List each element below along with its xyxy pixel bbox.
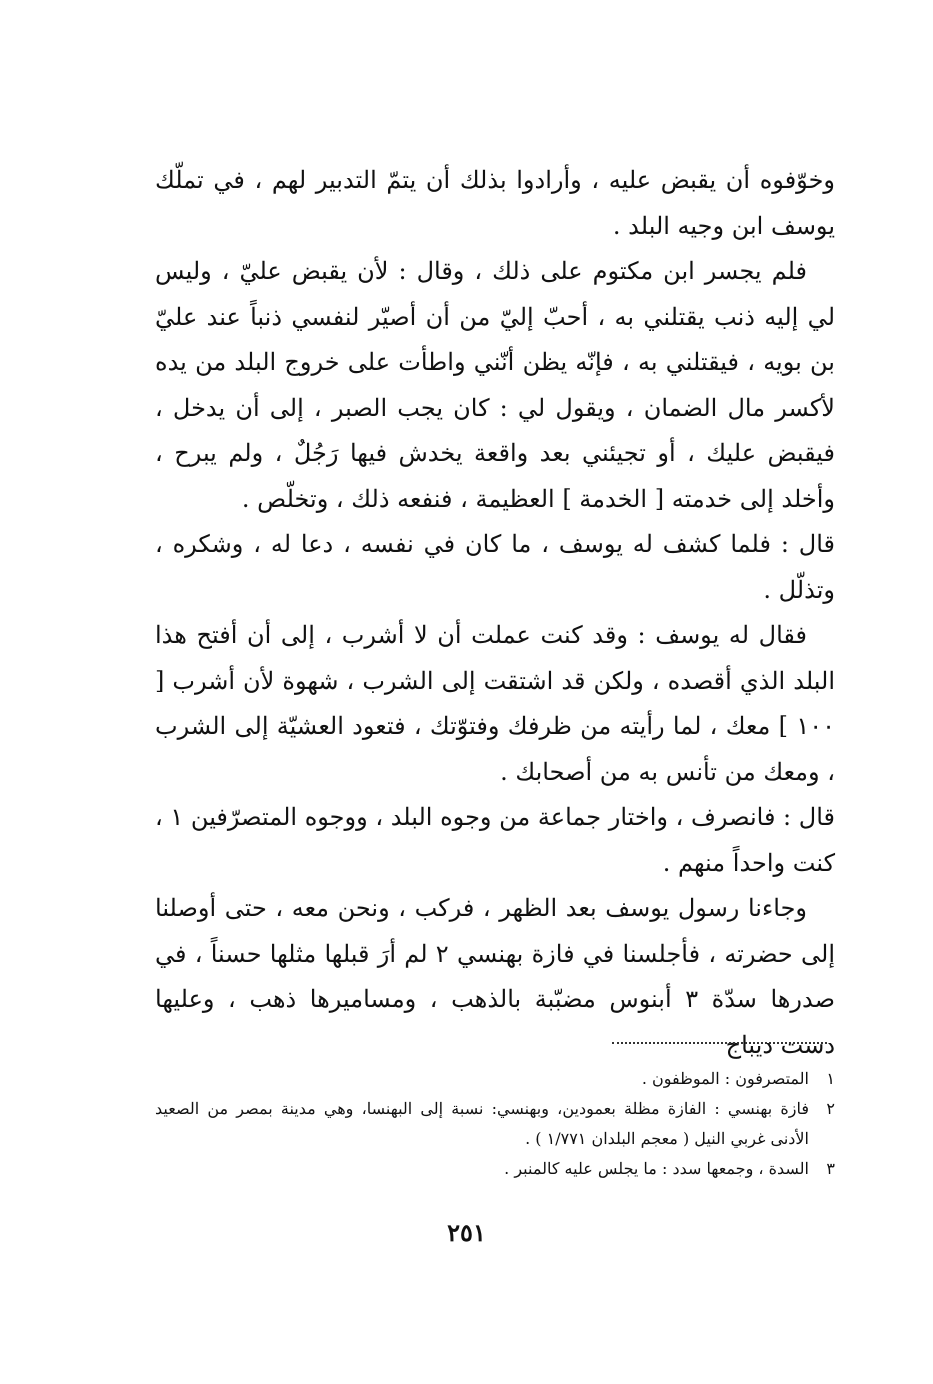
footnote-number: ٣ [826, 1159, 835, 1178]
footnote-number: ٢ [826, 1099, 835, 1118]
footnote-text: المتصرفون : الموظفون . [641, 1069, 809, 1088]
paragraph-2: فلم يجسر ابن مكتوم على ذلك ، وقال : لأن يقبض عليّ ، وليس لي إليه ذنب يقتلني به ، أحبّ إليّ من أن أصيّر لنفسي ذنباً عند عليّ بن بويه ، فيقتلني به ، فإنّه يظن أنّني واطأت على خروج البلد من يده لأكسر مال الضمان ، ويقول لي : كان يجب الصبر ، إلى أن يدخل ، فيقبض عليك ، أو تجيئني بعد واقعة يخدش فيها رَجُلٌ ، ولم يبرح ، وأخلد إلى خدمته [ الخدمة ] العظيمة ، فنفعه ذلك ، وتخلّص . [155, 257, 835, 513]
footnote-1 [155, 1064, 835, 1094]
footnotes [155, 1064, 835, 1184]
footnote-2 [155, 1094, 835, 1154]
footnote-text: السدة ، وجمعها سدد : ما يجلس عليه كالمنبر . [504, 1159, 809, 1178]
paragraph-3: قال : فلما كشف له يوسف ، ما كان في نفسه ، دعا له ، وشكره ، وتذلّل . [155, 530, 835, 604]
footnote-number: ١ [826, 1069, 835, 1088]
footnote-divider [612, 1042, 827, 1044]
footnote-text: فازة بهنسي : الفازة مظلة بعمودين، وبهنسي: نسبة إلى البهنسا، وهي مدينة بمصر من الصعيد الأدنى غربي النيل ( معجم البلدان ١/٧٧١ ) . [155, 1099, 810, 1148]
main-text [155, 158, 835, 1068]
paragraph-1: وخوّفوه أن يقبض عليه ، وأرادوا بذلك أن يتمّ التدبير لهم ، في تملّك يوسف ابن وجيه البلد . [155, 166, 835, 240]
paragraph-5: قال : فانصرف ، واختار جماعة من وجوه البلد ، ووجوه المتصرّفين ١ ، كنت واحداً منهم . [155, 803, 836, 877]
paragraph-4: فقال له يوسف : وقد كنت عملت أن لا أشرب ، إلى أن أفتح هذا البلد الذي أقصده ، ولكن قد اشتقت إلى الشرب ، شهوة لأن أشرب [ ١٠٠ ] معك ، لما رأيته من ظرفك وفتوّتك ، فتعود العشيّة إلى الشرب ، ومعك من تأنس به من أصحابك . [155, 621, 835, 786]
paragraph-6: وجاءنا رسول يوسف بعد الظهر ، فركب ، ونحن معه ، حتى أوصلنا إلى حضرته ، فأجلسنا في فازة بهنسي ٢ لم أرَ قبلها مثلها حسناً ، في صدرها سدّة ٣ أبنوس مضبّبة بالذهب ، ومساميرها ذهب ، وعليها دست ديباج [155, 894, 835, 1059]
footnote-3 [155, 1154, 835, 1184]
page-number: ٢٥١ [447, 1218, 486, 1247]
